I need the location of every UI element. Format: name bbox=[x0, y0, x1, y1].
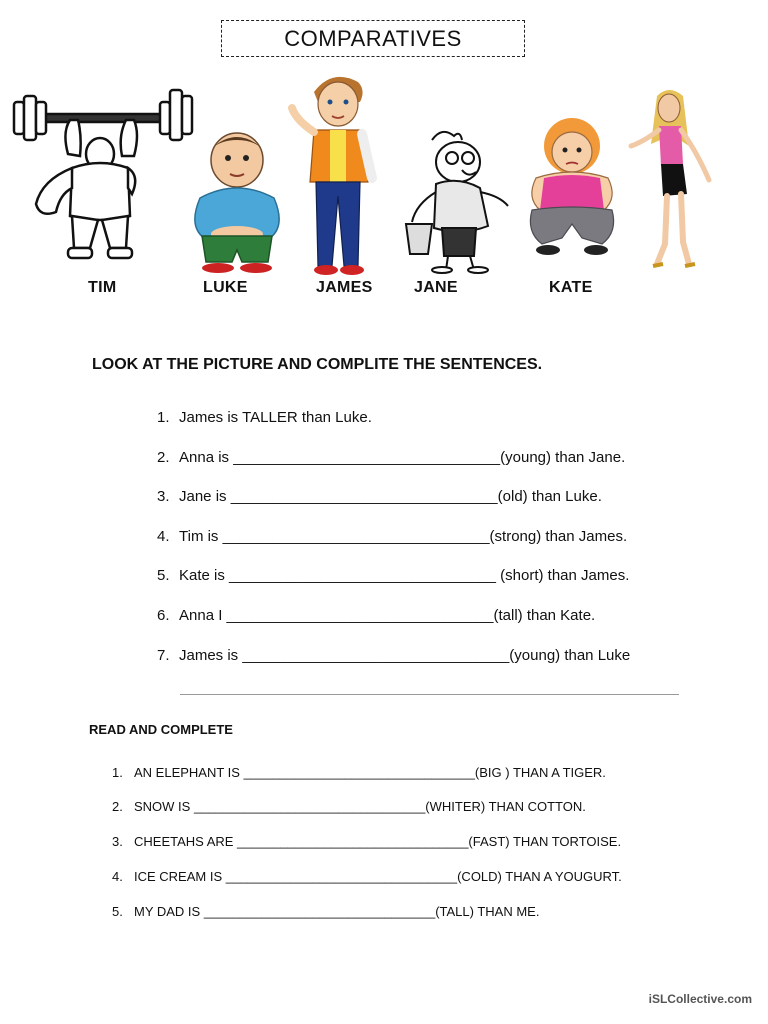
item-number: 1. bbox=[112, 765, 123, 780]
item-text: AN ELEPHANT IS ________________________________(BIG ) THAN A TIGER. bbox=[134, 765, 606, 780]
sentence-number: 5. bbox=[157, 567, 170, 584]
sentence-item bbox=[157, 567, 629, 584]
sentence-text: James is TALLER than Luke. bbox=[179, 409, 372, 426]
sentence-text: Anna is ________________________________(young) than Jane. bbox=[179, 449, 626, 466]
sentence-number: 7. bbox=[157, 647, 170, 664]
item-number: 2. bbox=[112, 799, 123, 814]
name-label-luke: LUKE bbox=[203, 279, 248, 296]
item-number: 3. bbox=[112, 834, 123, 849]
read-complete-item bbox=[112, 904, 539, 919]
sentence-text: Kate is ________________________________ (short) than James. bbox=[179, 567, 630, 584]
sentence-item bbox=[157, 607, 595, 624]
sentence-number: 2. bbox=[157, 449, 170, 466]
section2-heading: READ AND COMPLETE bbox=[89, 722, 233, 737]
sentence-number: 1. bbox=[157, 409, 170, 426]
slim-woman-illustration bbox=[625, 86, 717, 270]
read-complete-item bbox=[112, 834, 621, 849]
sentence-item bbox=[157, 488, 602, 505]
sentence-item bbox=[157, 449, 625, 466]
sentence-text: Anna I ________________________________(tall) than Kate. bbox=[179, 607, 596, 624]
jane-illustration bbox=[392, 126, 512, 274]
instruction-heading: LOOK AT THE PICTURE AND COMPLITE THE SENTENCES. bbox=[92, 356, 543, 373]
luke-illustration bbox=[182, 126, 292, 274]
tim-illustration bbox=[10, 84, 200, 274]
item-text: SNOW IS ________________________________(WHITER) THAN COTTON. bbox=[134, 799, 586, 814]
item-text: ICE CREAM IS ________________________________(COLD) THAN A YOUGURT. bbox=[134, 869, 622, 884]
name-label-kate: KATE bbox=[549, 279, 593, 296]
sentence-number: 6. bbox=[157, 607, 170, 624]
kate-illustration bbox=[522, 112, 622, 262]
sentence-item bbox=[157, 409, 372, 426]
name-label-tim: TIM bbox=[88, 279, 117, 296]
worksheet-title: COMPARATIVES bbox=[221, 20, 525, 57]
sentence-text: Tim is ________________________________(strong) than James. bbox=[179, 528, 628, 545]
item-number: 5. bbox=[112, 904, 123, 919]
watermark: iSLCollective.com bbox=[648, 992, 752, 1006]
sentence-text: James is ________________________________(young) than Luke bbox=[179, 647, 631, 664]
item-text: CHEETAHS ARE ________________________________(FAST) THAN TORTOISE. bbox=[134, 834, 622, 849]
read-complete-item bbox=[112, 799, 586, 814]
sentence-text: Jane is ________________________________(old) than Luke. bbox=[179, 488, 602, 505]
sentence-number: 4. bbox=[157, 528, 170, 545]
sentence-number: 3. bbox=[157, 488, 170, 505]
name-label-james: JAMES bbox=[316, 279, 373, 296]
item-text: MY DAD IS ________________________________(TALL) THAN ME. bbox=[134, 904, 540, 919]
section-divider bbox=[180, 694, 679, 695]
sentence-item bbox=[157, 528, 627, 545]
name-label-jane: JANE bbox=[414, 279, 458, 296]
item-number: 4. bbox=[112, 869, 123, 884]
james-illustration bbox=[288, 70, 388, 280]
read-complete-item bbox=[112, 869, 622, 884]
sentence-item bbox=[157, 647, 630, 664]
read-complete-item bbox=[112, 765, 606, 780]
